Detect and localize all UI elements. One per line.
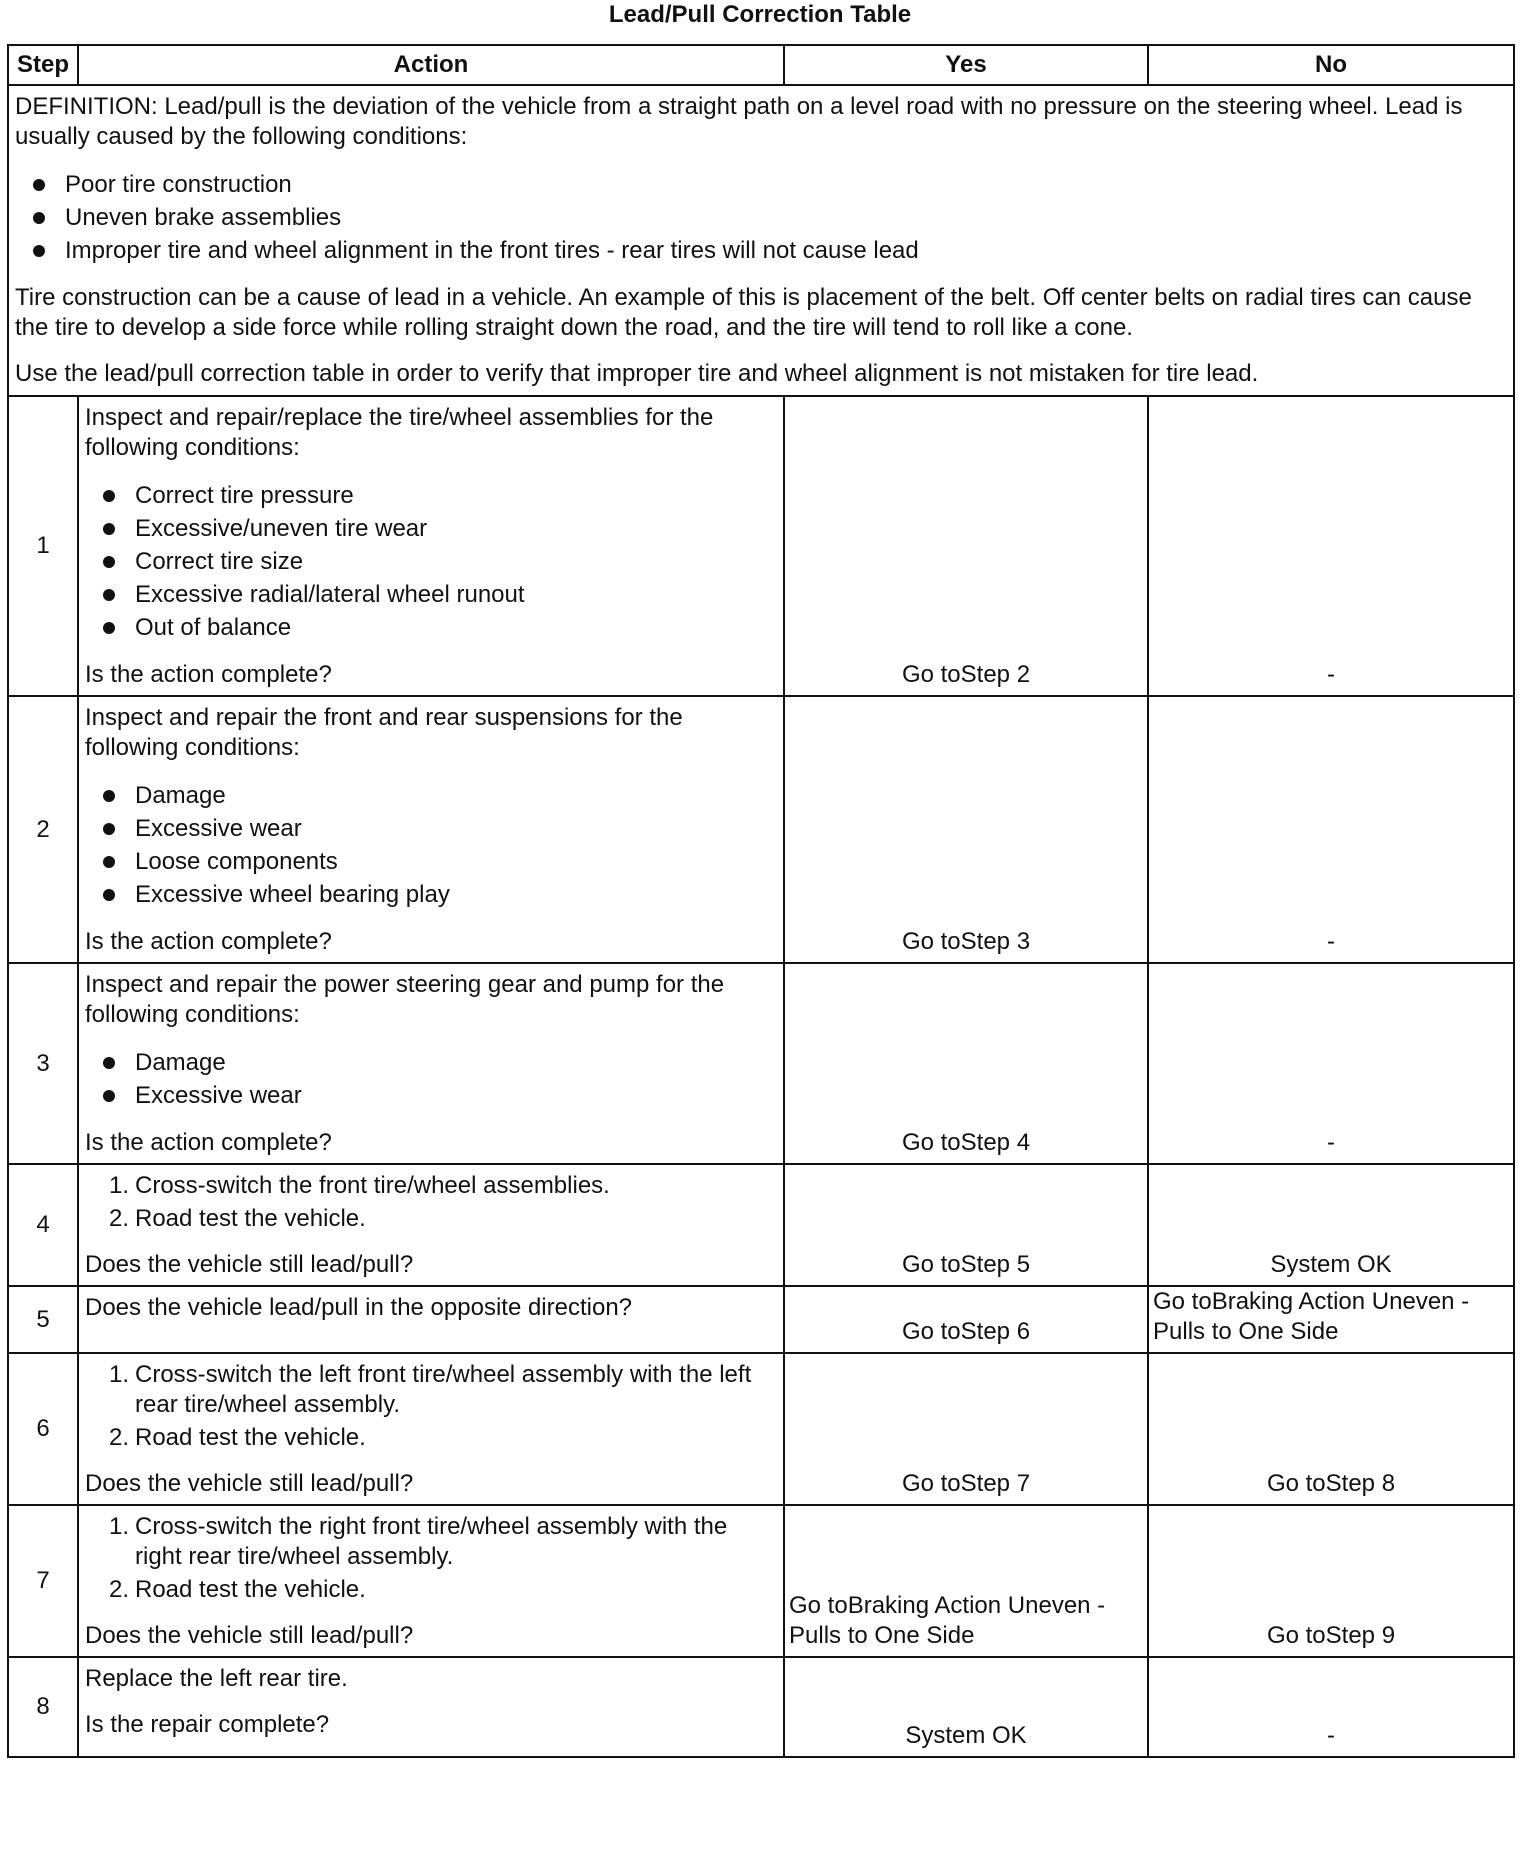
step-number: 3: [8, 963, 78, 1164]
no-cell: Go toStep 9: [1148, 1505, 1514, 1657]
step-number: 4: [8, 1164, 78, 1286]
action-bullets: [85, 779, 777, 911]
action-cell: [78, 396, 784, 696]
step-number: 5: [8, 1286, 78, 1353]
action-question: Is the repair complete?: [85, 1711, 330, 1738]
action-cell: [78, 696, 784, 963]
action-numbered-list: [85, 1512, 777, 1605]
action-question: Does the vehicle still lead/pull?: [85, 1470, 414, 1497]
action-intro: Inspect and repair/replace the tire/wheel assemblies for the following conditions:: [85, 404, 714, 461]
list-item: Out of balance: [99, 611, 777, 644]
list-item: [99, 1360, 777, 1420]
no-cell: -: [1148, 396, 1514, 696]
definition-para3: Use the lead/pull correction table in order to verify that improper tire and wheel alignment is not mistaken for tire lead.: [15, 360, 1259, 387]
list-item: Poor tire construction: [29, 168, 1507, 201]
list-number: 2.: [108, 1576, 129, 1603]
list-item: Excessive/uneven tire wear: [99, 512, 777, 545]
action-numbered-list: [85, 1171, 777, 1234]
list-number: 1.: [108, 1361, 129, 1388]
list-text: Road test the vehicle.: [135, 1205, 366, 1232]
action-numbered-list: [85, 1360, 777, 1453]
action-bullets: [85, 479, 777, 644]
no-cell: -: [1148, 1657, 1514, 1757]
table-row: [8, 696, 1514, 963]
list-item: Excessive wear: [99, 812, 777, 845]
action-bullets: [85, 1046, 777, 1112]
list-item: Excessive wheel bearing play: [99, 878, 777, 911]
list-text: Road test the vehicle.: [135, 1424, 366, 1451]
list-item: Damage: [99, 1046, 777, 1079]
list-text: Cross-switch the front tire/wheel assemblies.: [135, 1172, 610, 1199]
action-question: Is the action complete?: [85, 1129, 332, 1156]
table-row: [8, 1164, 1514, 1286]
table-row: [8, 1353, 1514, 1505]
yes-cell: Go toBraking Action Uneven - Pulls to One Side: [784, 1505, 1148, 1657]
definition-para2: Tire construction can be a cause of lead in a vehicle. An example of this is placement of the belt. Off center belts on radial tires can cause the tire to develop a side force while rolling straight down the road, and the tire will tend to roll like a cone.: [15, 284, 1472, 341]
action-cell: [78, 1505, 784, 1657]
header-step: Step: [8, 45, 78, 85]
list-item: Improper tire and wheel alignment in the front tires - rear tires will not cause lead: [29, 234, 1507, 267]
action-cell: [78, 1286, 784, 1353]
action-cell: [78, 1164, 784, 1286]
no-cell: Go toStep 8: [1148, 1353, 1514, 1505]
list-item: Correct tire size: [99, 545, 777, 578]
lead-pull-table: [7, 44, 1515, 1758]
step-number: 8: [8, 1657, 78, 1757]
action-question: Is the action complete?: [85, 928, 332, 955]
list-item: Excessive wear: [99, 1079, 777, 1112]
definition-cell: [8, 85, 1514, 396]
step-number: 7: [8, 1505, 78, 1657]
definition-row: [8, 85, 1514, 396]
list-text: Road test the vehicle.: [135, 1576, 366, 1603]
yes-cell: Go toStep 7: [784, 1353, 1148, 1505]
list-item: Damage: [99, 779, 777, 812]
header-no: No: [1148, 45, 1514, 85]
yes-cell: Go toStep 3: [784, 696, 1148, 963]
table-row: [8, 396, 1514, 696]
yes-cell: Go toStep 2: [784, 396, 1148, 696]
list-item: Excessive radial/lateral wheel runout: [99, 578, 777, 611]
list-number: 1.: [108, 1513, 129, 1540]
action-cell: [78, 1353, 784, 1505]
step-number: 1: [8, 396, 78, 696]
action-intro: Inspect and repair the power steering gear and pump for the following conditions:: [85, 971, 725, 1028]
list-item: [99, 1204, 777, 1234]
header-row: [8, 45, 1514, 85]
table-row: [8, 963, 1514, 1164]
header-yes: Yes: [784, 45, 1148, 85]
list-number: 2.: [108, 1205, 129, 1232]
action-question: Does the vehicle still lead/pull?: [85, 1622, 414, 1649]
list-item: [99, 1575, 777, 1605]
action-cell: [78, 963, 784, 1164]
action-cell: [78, 1657, 784, 1757]
table-row: [8, 1505, 1514, 1657]
list-number: 2.: [108, 1424, 129, 1451]
no-cell: System OK: [1148, 1164, 1514, 1286]
yes-cell: Go toStep 4: [784, 963, 1148, 1164]
list-number: 1.: [108, 1172, 129, 1199]
action-intro: Inspect and repair the front and rear suspensions for the following conditions:: [85, 704, 683, 761]
definition-intro: DEFINITION: Lead/pull is the deviation of the vehicle from a straight path on a level road with no pressure on the steering wheel. Lead is usually caused by the following conditions:: [15, 93, 1463, 150]
yes-cell: Go toStep 5: [784, 1164, 1148, 1286]
list-item: Loose components: [99, 845, 777, 878]
yes-cell: Go toStep 6: [784, 1286, 1148, 1353]
no-cell: -: [1148, 963, 1514, 1164]
yes-cell: System OK: [784, 1657, 1148, 1757]
page-title: Lead/Pull Correction Table: [608, 1, 912, 28]
no-cell: Go toBraking Action Uneven - Pulls to One Side: [1148, 1286, 1514, 1353]
list-item: [99, 1512, 777, 1572]
list-item: Uneven brake assemblies: [29, 201, 1507, 234]
list-item: Correct tire pressure: [99, 479, 777, 512]
step-number: 2: [8, 696, 78, 963]
table-row: [8, 1286, 1514, 1353]
action-question: Does the vehicle lead/pull in the opposite direction?: [85, 1294, 633, 1321]
list-item: [99, 1171, 777, 1201]
header-action: Action: [78, 45, 784, 85]
no-cell: -: [1148, 696, 1514, 963]
step-number: 6: [8, 1353, 78, 1505]
action-question: Does the vehicle still lead/pull?: [85, 1251, 414, 1278]
definition-bullets: [15, 168, 1507, 267]
action-question: Is the action complete?: [85, 661, 332, 688]
list-item: [99, 1423, 777, 1453]
table-row: [8, 1657, 1514, 1757]
action-intro: Replace the left rear tire.: [85, 1665, 348, 1692]
list-text: Cross-switch the right front tire/wheel assembly with the right rear tire/wheel assembly.: [135, 1513, 728, 1570]
list-text: Cross-switch the left front tire/wheel assembly with the left rear tire/wheel assembly.: [135, 1361, 752, 1418]
